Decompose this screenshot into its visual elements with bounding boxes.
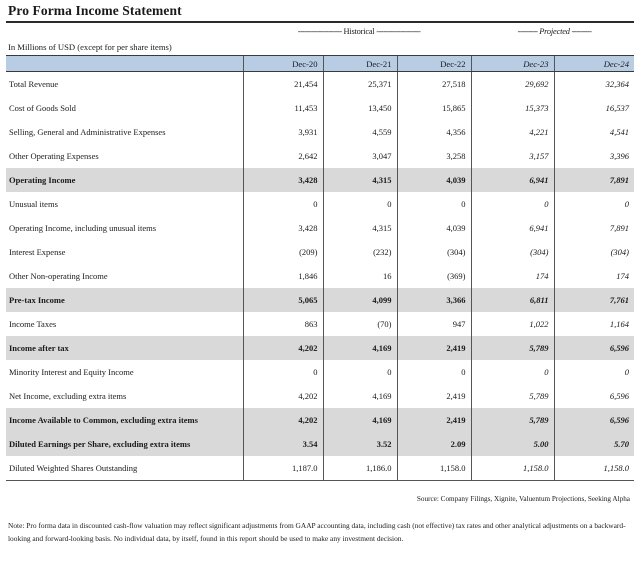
footnote: Note: Pro forma data in discounted cash-flow valuation may reflect significant adjustments from GAAP accounting data, including cash (not effective) tax rates and other analytical adjustments on a backward-looking and forward-looking basis. No individual data, by itself, found in this report should be used to make any investment decision.	[8, 521, 626, 543]
row-value-dec21: 4,169	[323, 384, 397, 408]
table-header-row	[6, 56, 634, 72]
historical-text: Historical	[341, 27, 377, 36]
row-value-dec20: 3.54	[243, 432, 323, 456]
row-value-dec24: 5.70	[554, 432, 634, 456]
row-value-dec21: 1,186.0	[323, 456, 397, 481]
row-value-dec22: 1,158.0	[397, 456, 471, 481]
row-label: Selling, General and Administrative Expenses	[9, 127, 166, 137]
row-label: Net Income, excluding extra items	[9, 391, 127, 401]
row-value-dec22: 27,518	[397, 72, 471, 97]
row-value-dec23: (304)	[471, 240, 554, 264]
column-header-dec24: Dec-24	[554, 56, 634, 72]
table-row	[6, 144, 634, 168]
projected-text: Projected	[537, 27, 572, 36]
table-row	[6, 72, 634, 97]
table-row	[6, 360, 634, 384]
row-label: Operating Income	[6, 168, 243, 192]
row-value-dec24: 7,891	[554, 168, 634, 192]
row-value-dec20: 5,065	[243, 288, 323, 312]
row-value-dec20: 11,453	[243, 96, 323, 120]
projected-period-label	[475, 27, 634, 36]
row-label: Income Taxes	[9, 319, 57, 329]
table-row	[6, 240, 634, 264]
row-value-dec20: 4,202	[243, 408, 323, 432]
row-value-dec20: 2,642	[243, 144, 323, 168]
row-value-dec24: 4,541	[554, 120, 634, 144]
table-body	[6, 72, 634, 481]
row-label: Income Available to Common, excluding extra items	[6, 408, 243, 432]
row-value-dec23: 6,811	[471, 288, 554, 312]
table-row	[6, 96, 634, 120]
column-header-dec21: Dec-21	[323, 56, 397, 72]
row-value-dec21: 13,450	[323, 96, 397, 120]
row-label: Diluted Weighted Shares Outstanding	[6, 456, 243, 481]
row-value-dec23: 15,373	[471, 96, 554, 120]
row-label: Income after tax	[6, 336, 243, 360]
row-value-dec22: 2,419	[397, 336, 471, 360]
row-value-dec23: 5,789	[471, 384, 554, 408]
table-row	[6, 384, 634, 408]
row-label: Total Revenue	[9, 79, 59, 89]
table-row	[6, 192, 634, 216]
row-value-dec21: 4,559	[323, 120, 397, 144]
row-value-dec23: 6,941	[471, 216, 554, 240]
column-header-dec20: Dec-20	[243, 56, 323, 72]
row-value-dec24: 16,537	[554, 96, 634, 120]
projected-dash-left: ---------	[517, 27, 538, 36]
row-value-dec24: 0	[554, 360, 634, 384]
row-value-dec21: 4,315	[323, 168, 397, 192]
row-value-dec22: 947	[397, 312, 471, 336]
row-label: Interest Expense	[9, 247, 66, 257]
row-value-dec23: 3,157	[471, 144, 554, 168]
row-value-dec22: 3,366	[397, 288, 471, 312]
row-value-dec21: 3.52	[323, 432, 397, 456]
historical-dash-right: --------------------	[376, 27, 421, 36]
table-row	[6, 264, 634, 288]
row-value-dec23: 1,022	[471, 312, 554, 336]
row-value-dec24: 7,891	[554, 216, 634, 240]
row-value-dec20: 4,202	[243, 336, 323, 360]
row-value-dec23: 29,692	[471, 72, 554, 97]
row-value-dec22: (369)	[397, 264, 471, 288]
row-label: Pre-tax Income	[6, 288, 243, 312]
row-label: Unusual items	[9, 199, 58, 209]
row-value-dec23: 174	[471, 264, 554, 288]
row-value-dec20: 1,846	[243, 264, 323, 288]
row-value-dec22: 4,039	[397, 168, 471, 192]
table-row	[6, 336, 634, 360]
row-value-dec20: 863	[243, 312, 323, 336]
table-row	[6, 432, 634, 456]
row-label: Other Non-operating Income	[9, 271, 108, 281]
row-value-dec20: 3,931	[243, 120, 323, 144]
title-divider	[6, 21, 634, 23]
row-value-dec22: 2,419	[397, 408, 471, 432]
row-value-dec20: 1,187.0	[243, 456, 323, 481]
table-row	[6, 288, 634, 312]
row-value-dec22: 15,865	[397, 96, 471, 120]
source-line: Source: Company Filings, Xignite, Valuentum Projections, Seeking Alpha	[416, 495, 630, 503]
row-value-dec23: 5,789	[471, 336, 554, 360]
row-value-dec22: 0	[397, 360, 471, 384]
row-value-dec23: 1,158.0	[471, 456, 554, 481]
column-header-dec22: Dec-22	[397, 56, 471, 72]
row-value-dec24: 0	[554, 192, 634, 216]
row-label: Operating Income, including unusual items	[9, 223, 157, 233]
row-value-dec24: 7,761	[554, 288, 634, 312]
projected-dash-right: ---------	[571, 27, 592, 36]
row-value-dec21: 3,047	[323, 144, 397, 168]
row-value-dec21: 25,371	[323, 72, 397, 97]
table-row	[6, 408, 634, 432]
row-value-dec24: 6,596	[554, 408, 634, 432]
table-row	[6, 168, 634, 192]
row-value-dec21: 0	[323, 360, 397, 384]
table-row	[6, 120, 634, 144]
row-value-dec23: 6,941	[471, 168, 554, 192]
row-value-dec20: 3,428	[243, 168, 323, 192]
row-value-dec20: 21,454	[243, 72, 323, 97]
historical-period-label	[243, 27, 475, 36]
row-value-dec21: (232)	[323, 240, 397, 264]
row-value-dec24: 32,364	[554, 72, 634, 97]
column-header-dec23: Dec-23	[471, 56, 554, 72]
table-row	[6, 456, 634, 481]
row-value-dec24: 6,596	[554, 384, 634, 408]
row-value-dec21: 0	[323, 192, 397, 216]
row-label: Cost of Goods Sold	[9, 103, 76, 113]
income-statement-table	[6, 55, 634, 481]
page-title: Pro Forma Income Statement	[8, 3, 182, 18]
row-value-dec20: 4,202	[243, 384, 323, 408]
row-value-dec20: 0	[243, 192, 323, 216]
row-value-dec21: 4,315	[323, 216, 397, 240]
row-value-dec21: (70)	[323, 312, 397, 336]
row-value-dec23: 5,789	[471, 408, 554, 432]
row-value-dec23: 4,221	[471, 120, 554, 144]
row-value-dec23: 0	[471, 192, 554, 216]
row-value-dec23: 0	[471, 360, 554, 384]
table-row	[6, 312, 634, 336]
row-label: Diluted Earnings per Share, excluding extra items	[6, 432, 243, 456]
row-value-dec20: 3,428	[243, 216, 323, 240]
row-value-dec24: 1,158.0	[554, 456, 634, 481]
row-value-dec21: 16	[323, 264, 397, 288]
row-value-dec24: 174	[554, 264, 634, 288]
row-value-dec22: (304)	[397, 240, 471, 264]
table-row	[6, 216, 634, 240]
row-value-dec22: 0	[397, 192, 471, 216]
row-value-dec23: 5.00	[471, 432, 554, 456]
row-value-dec24: 1,164	[554, 312, 634, 336]
row-value-dec24: 3,396	[554, 144, 634, 168]
period-band	[6, 24, 634, 39]
row-value-dec21: 4,169	[323, 336, 397, 360]
row-value-dec21: 4,169	[323, 408, 397, 432]
row-value-dec24: 6,596	[554, 336, 634, 360]
historical-dash-left: --------------------	[297, 27, 342, 36]
row-value-dec22: 2.09	[397, 432, 471, 456]
row-value-dec22: 4,356	[397, 120, 471, 144]
column-header-label	[6, 56, 243, 72]
row-label: Other Operating Expenses	[9, 151, 99, 161]
row-value-dec22: 2,419	[397, 384, 471, 408]
row-value-dec20: (209)	[243, 240, 323, 264]
table-header	[6, 56, 634, 72]
row-value-dec22: 4,039	[397, 216, 471, 240]
row-value-dec20: 0	[243, 360, 323, 384]
row-value-dec24: (304)	[554, 240, 634, 264]
units-subtitle: In Millions of USD (except for per share items)	[8, 42, 172, 52]
row-value-dec22: 3,258	[397, 144, 471, 168]
row-label: Minority Interest and Equity Income	[9, 367, 134, 377]
row-value-dec21: 4,099	[323, 288, 397, 312]
